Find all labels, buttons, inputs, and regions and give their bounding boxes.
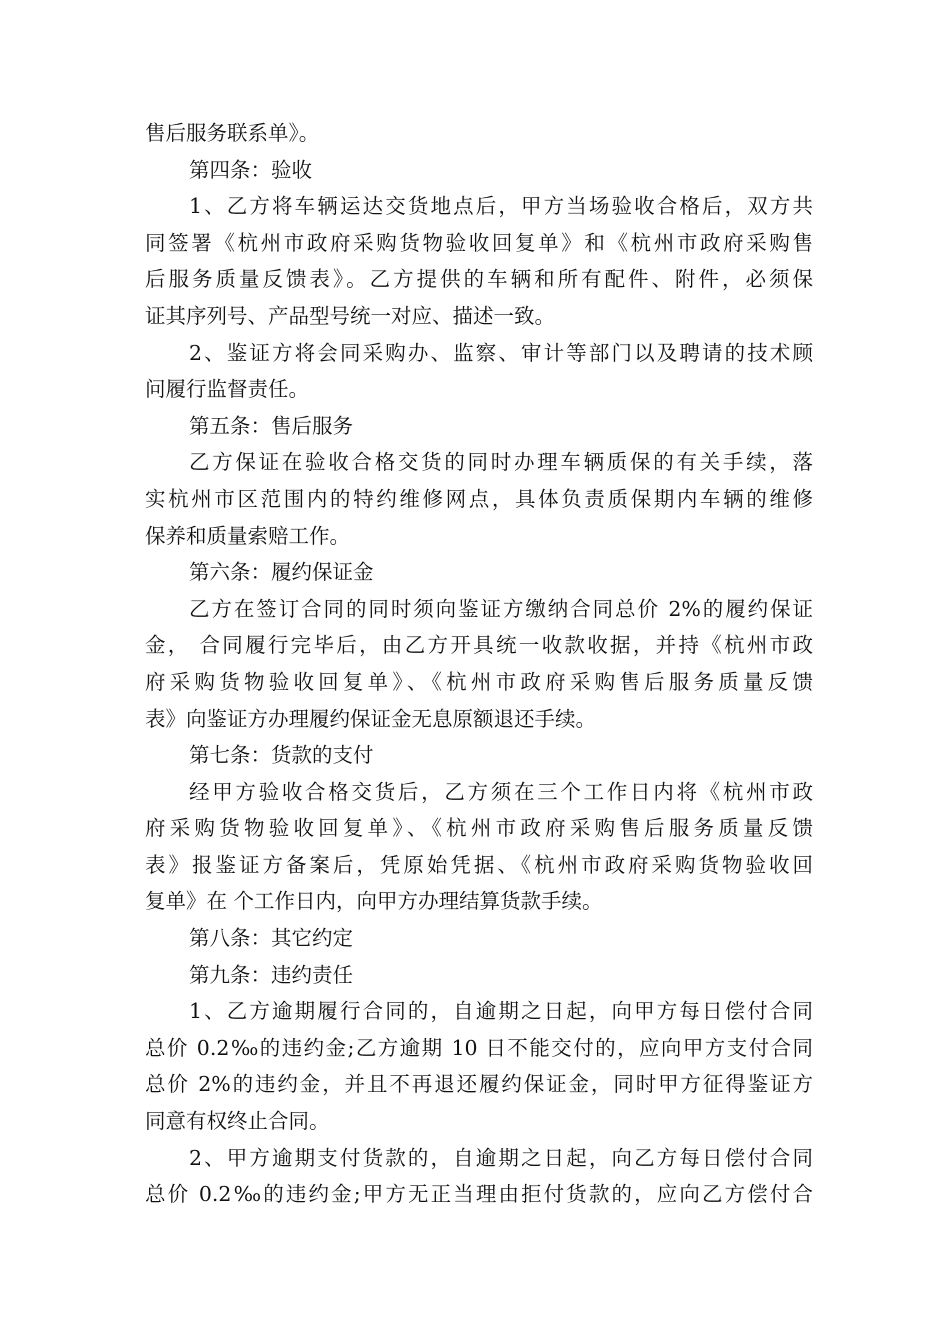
text-line: 第七条：货款的支付 [189,743,374,768]
text-line: 总价 0.2‰的违约金;甲方无正当理由拒付货款的，应向乙方偿付合 [145,1182,813,1207]
text-line: 后服务质量反馈表》。乙方提供的车辆和所有配件、附件，必须保 [145,267,813,292]
text-line: 总价 2%的违约金，并且不再退还履约保证金，同时甲方征得鉴证方 [145,1072,813,1097]
text-line: 同签署《杭州市政府采购货物验收回复单》和《杭州市政府采购售 [145,230,813,255]
text-line: 府采购货物验收回复单》、《杭州市政府采购售后服务质量反馈 [145,669,813,694]
text-line: 2、甲方逾期支付货款的，自逾期之日起，向乙方每日偿付合同 [189,1145,813,1170]
text-line: 保养和质量索赔工作。 [145,523,350,548]
text-line: 问履行监督责任。 [145,377,309,402]
text-line: 金， 合同履行完毕后，由乙方开具统一收款收据，并持《杭州市政 [145,633,813,658]
text-line: 证其序列号、产品型号统一对应、描述一致。 [145,303,555,328]
text-line: 复单》在 个工作日内，向甲方办理结算货款手续。 [145,889,603,914]
text-line: 第四条：验收 [189,157,312,182]
text-line: 表》向鉴证方办理履约保证金无息原额退还手续。 [145,706,596,731]
text-line: 第九条：违约责任 [189,962,353,987]
text-line: 售后服务联系单》。 [145,121,320,145]
document-page [145,115,813,1213]
text-line: 经甲方验收合格交货后，乙方须在三个工作日内将《杭州市政 [189,779,813,804]
text-line: 实杭州市区范围内的特约维修网点，具体负责质保期内车辆的维修 [145,486,813,511]
text-line: 第五条：售后服务 [189,413,353,438]
text-line: 总价 0.2‰的违约金;乙方逾期 10 日不能交付的，应向甲方支付合同 [145,1035,813,1060]
text-line: 同意有权终止合同。 [145,1109,330,1134]
text-line: 2、鉴证方将会同采购办、监察、审计等部门以及聘请的技术顾 [189,340,813,365]
text-line: 1、乙方逾期履行合同的，自逾期之日起，向甲方每日偿付合同 [189,999,813,1024]
text-line: 乙方保证在验收合格交货的同时办理车辆质保的有关手续，落 [189,450,813,475]
text-line: 第八条：其它约定 [189,926,353,951]
text-line: 1、乙方将车辆运达交货地点后，甲方当场验收合格后，双方共 [189,194,813,219]
text-line: 府采购货物验收回复单》、《杭州市政府采购售后服务质量反馈 [145,816,813,841]
text-line: 乙方在签订合同的同时须向鉴证方缴纳合同总价 2%的履约保证 [189,596,813,621]
text-line: 第六条：履约保证金 [189,560,374,585]
text-line: 表》报鉴证方备案后，凭原始凭据、《杭州市政府采购货物验收回 [145,852,813,877]
